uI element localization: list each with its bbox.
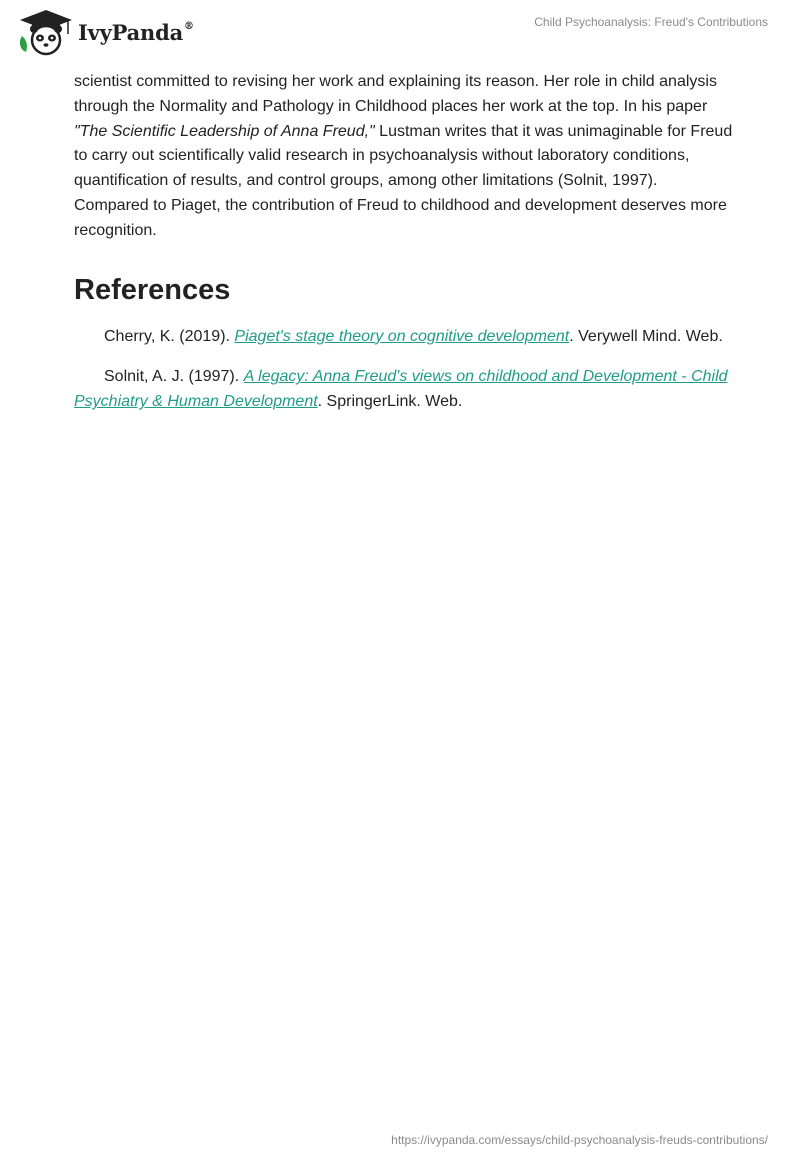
references-heading: References bbox=[74, 273, 231, 306]
reference-source: . Verywell Mind. Web. bbox=[569, 327, 723, 345]
body-paragraph bbox=[74, 70, 734, 244]
reference-author: Solnit, A. J. (1997). bbox=[104, 368, 244, 386]
document-title: Child Psychoanalysis: Freud's Contributions bbox=[534, 15, 768, 29]
reference-author: Cherry, K. (2019). bbox=[104, 327, 235, 345]
brand-text: IvyPanda bbox=[78, 20, 184, 45]
registered-mark: ® bbox=[184, 21, 194, 32]
brand-name[interactable] bbox=[78, 20, 194, 45]
panda-graduation-cap-icon bbox=[16, 8, 76, 56]
reference-link[interactable]: Piaget's stage theory on cognitive development bbox=[234, 327, 570, 345]
reference-item bbox=[74, 325, 734, 350]
reference-source: . SpringerLink. Web. bbox=[317, 393, 463, 411]
main-content bbox=[74, 70, 734, 431]
reference-item bbox=[74, 365, 734, 415]
paper-title-italic: "The Scientific Leadership of Anna Freud," bbox=[74, 122, 375, 140]
paragraph-text-end: Lustman writes that it was unimaginable for Freud to carry out scientifically valid research in psychoanalysis without laboratory conditions, quantification of results, and control groups, among other limitations (Solnit, 1997). Compared to Piaget, the contribution of Freud to childhood and development deserves more recognition. bbox=[74, 122, 733, 239]
paragraph-text-start: scientist committed to revising her work and explaining its reason. Her role in child analysis through the Normality and Pathology in Childhood places her work at the top. In his paper bbox=[74, 73, 717, 115]
page-header bbox=[0, 0, 800, 60]
reference-link[interactable]: A legacy: Anna Freud's views on childhood and Development - Child Psychiatry & Human Development bbox=[74, 368, 728, 411]
footer-url[interactable]: https://ivypanda.com/essays/child-psychoanalysis-freuds-contributions/ bbox=[391, 1133, 768, 1147]
